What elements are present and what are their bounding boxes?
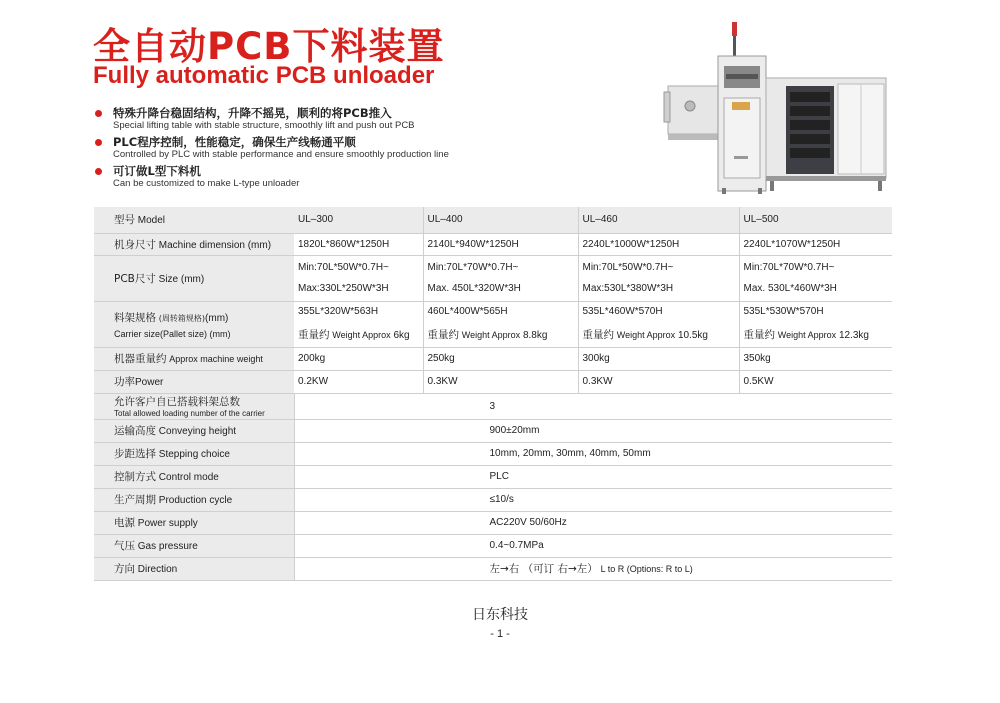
table-cell: 0.2KW <box>294 370 423 393</box>
table-row <box>94 465 892 488</box>
table-cell: UL–300 <box>294 207 423 233</box>
row-label: 电源 Power supply <box>94 511 294 534</box>
table-row <box>94 255 892 301</box>
table-row <box>94 511 892 534</box>
company-name: 日东科技 <box>472 607 528 623</box>
table-row <box>94 370 892 393</box>
bullet-icon <box>95 168 102 175</box>
row-label: 机器重量约 Approx machine weight <box>94 347 294 370</box>
table-cell: PLC <box>294 465 892 488</box>
row-label: 方向 Direction <box>94 557 294 580</box>
table-cell: 0.5KW <box>739 370 892 393</box>
feature-text-en: Special lifting table with stable structure, smoothly lift and push out PCB <box>113 120 415 131</box>
table-cell: 2240L*1070W*1250H <box>739 233 892 255</box>
table-cell: 200kg <box>294 347 423 370</box>
row-label: 步距选择 Stepping choice <box>94 442 294 465</box>
table-cell: UL–400 <box>423 207 578 233</box>
table-cell: 0.4~0.7MPa <box>294 534 892 557</box>
table-row <box>94 301 892 347</box>
machine-photo <box>660 16 900 196</box>
table-row <box>94 557 892 580</box>
feature-text-cn: 可订做L型下料机 <box>113 164 201 178</box>
table-cell: 535L*530W*570H 重量约 Weight Approx 12.3kg <box>739 301 892 347</box>
table-row <box>94 419 892 442</box>
table-cell: 1820L*860W*1250H <box>294 233 423 255</box>
specification-table <box>94 207 892 581</box>
row-label: 运输高度 Conveying height <box>94 419 294 442</box>
table-cell: Min:70L*50W*0.7H~ Max:530L*380W*3H <box>578 255 739 301</box>
table-cell: 900±20mm <box>294 419 892 442</box>
table-cell: ≤10/s <box>294 488 892 511</box>
table-cell: 10mm, 20mm, 30mm, 40mm, 50mm <box>294 442 892 465</box>
table-cell: 2140L*940W*1250H <box>423 233 578 255</box>
row-label: 生产周期 Production cycle <box>94 488 294 511</box>
table-cell: 300kg <box>578 347 739 370</box>
table-cell: AC220V 50/60Hz <box>294 511 892 534</box>
table-cell: 2240L*1000W*1250H <box>578 233 739 255</box>
row-label: 控制方式 Control mode <box>94 465 294 488</box>
row-label: PCB尺寸 Size (mm) <box>94 255 294 301</box>
feature-item <box>95 164 615 190</box>
row-label: 机身尺寸 Machine dimension (mm) <box>94 233 294 255</box>
table-cell: 0.3KW <box>423 370 578 393</box>
bullet-icon <box>95 139 102 146</box>
table-row <box>94 393 892 419</box>
table-row <box>94 442 892 465</box>
table-cell: Min:70L*50W*0.7H~ Max:330L*250W*3H <box>294 255 423 301</box>
table-row <box>94 207 892 233</box>
row-label: 气压 Gas pressure <box>94 534 294 557</box>
table-cell: 460L*400W*565H 重量约 Weight Approx 8.8kg <box>423 301 578 347</box>
table-cell: 535L*460W*570H 重量约 Weight Approx 10.5kg <box>578 301 739 347</box>
table-cell: 250kg <box>423 347 578 370</box>
table-cell: 350kg <box>739 347 892 370</box>
feature-list <box>95 106 615 193</box>
title-chinese: 全自动PCB下料装置 <box>93 25 445 68</box>
feature-text-en: Controlled by PLC with stable performance and ensure smoothly production line <box>113 149 449 160</box>
feature-text-en: Can be customized to make L-type unloader <box>113 178 300 189</box>
table-cell: Min:70L*70W*0.7H~ Max. 450L*320W*3H <box>423 255 578 301</box>
feature-item <box>95 106 615 132</box>
feature-text-cn: 特殊升降台稳固结构，升降不摇晃，顺利的将PCB推入 <box>113 106 392 120</box>
row-label: 料架规格 (周转箱规格)(mm) Carrier size(Pallet size) (mm) <box>94 301 294 347</box>
table-cell: Min:70L*70W*0.7H~ Max. 530L*460W*3H <box>739 255 892 301</box>
table-row <box>94 534 892 557</box>
page-number: - 1 - <box>490 628 510 640</box>
table-cell: 355L*320W*563H 重量约 Weight Approx 6kg <box>294 301 423 347</box>
title-english: Fully automatic PCB unloader <box>93 62 435 89</box>
table-cell: 3 <box>294 393 892 419</box>
table-cell: UL–500 <box>739 207 892 233</box>
row-label: 型号 Model <box>94 207 294 233</box>
row-label: 允许客户自已搭载料架总数 Total allowed loading number of the carrier <box>94 393 294 419</box>
feature-text-cn: PLC程序控制，性能稳定，确保生产线畅通平顺 <box>113 135 356 149</box>
table-cell: 左→右 （可订 右→左） L to R (Options: R to L) <box>294 557 892 580</box>
table-row <box>94 488 892 511</box>
bullet-icon <box>95 110 102 117</box>
table-cell: UL–460 <box>578 207 739 233</box>
row-label: 功率Power <box>94 370 294 393</box>
table-row <box>94 347 892 370</box>
table-cell: 0.3KW <box>578 370 739 393</box>
table-row <box>94 233 892 255</box>
feature-item <box>95 135 615 161</box>
